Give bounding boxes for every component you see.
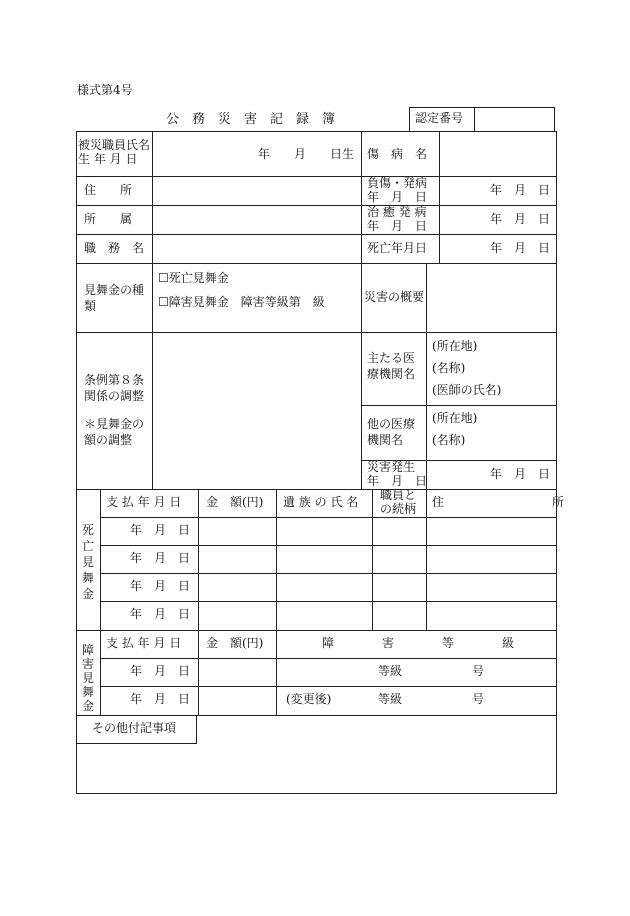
- main-medical-doctor: (医師の氏名): [432, 383, 502, 397]
- adjustment-field[interactable]: [153, 333, 360, 489]
- main-medical-name: (名称): [432, 361, 466, 375]
- death-row-date: 年 月 日: [130, 579, 191, 593]
- disaster-date-value: 年 月 日: [490, 467, 551, 481]
- disability-row-prefix: (変更後): [286, 692, 332, 706]
- adjustment-label-3: ＊見舞金の: [84, 417, 145, 431]
- birth-date-label: 生 年 月 日: [78, 152, 138, 166]
- onset-date-label: 負傷・発病: [367, 176, 428, 190]
- disability-row-date: 年 月 日: [130, 664, 191, 678]
- disability-amount-header: 金 額(円): [206, 636, 264, 650]
- death-row-date: 年 月 日: [130, 607, 191, 621]
- disaster-date-label: 災害発生: [367, 460, 416, 474]
- disability-row-grade: 等級: [378, 664, 403, 678]
- benefit-type-label-2: 類: [84, 299, 97, 313]
- department-field[interactable]: [153, 206, 360, 234]
- death-row-date: 年 月 日: [130, 551, 191, 565]
- other-medical-name: (名称): [432, 433, 466, 447]
- other-notes-field[interactable]: [77, 744, 556, 793]
- victim-name-label: 被災職員氏名: [78, 138, 151, 152]
- death-amount-header: 金 額(円): [206, 495, 264, 509]
- disability-pay-date-header: 支 払 年 月 日: [106, 636, 182, 650]
- other-medical-label: 他の医療: [367, 417, 416, 431]
- disability-row-date: 年 月 日: [130, 692, 191, 706]
- disability-benefit-section-label: 障害見舞金: [81, 643, 94, 713]
- job-title-label: 職 務 名: [84, 241, 145, 255]
- disaster-summary-field[interactable]: [427, 264, 556, 332]
- cure-date-value: 年 月 日: [490, 212, 551, 226]
- benefit-type-label: 見舞金の種: [84, 283, 145, 297]
- address-label: 住 所: [84, 183, 133, 197]
- other-notes-label: その他付記事項: [92, 721, 177, 735]
- relation-header: 職員と: [380, 488, 417, 502]
- death-benefit-section-label: 死亡見舞金: [81, 523, 94, 601]
- disaster-summary-label: 災害の概要: [364, 290, 425, 304]
- death-row-date: 年 月 日: [130, 523, 191, 537]
- disability-grade-header: 障 害 等 級: [322, 636, 515, 650]
- injury-name-label: 傷 病 名: [367, 147, 428, 161]
- onset-date-value: 年 月 日: [490, 183, 551, 197]
- disability-row-grade: 等級: [378, 692, 403, 706]
- disability-row-number: 号: [472, 692, 485, 706]
- form-number: 様式第4号: [77, 83, 133, 97]
- department-label: 所 属: [84, 212, 133, 226]
- address-field[interactable]: [153, 177, 360, 205]
- job-title-field[interactable]: [153, 235, 360, 263]
- other-medical-location: (所在地): [432, 411, 478, 425]
- main-medical-label: 主たる医: [367, 351, 416, 365]
- other-medical-label-2: 機関名: [367, 433, 404, 447]
- death-benefit-checkbox[interactable]: ☐死亡見舞金: [158, 271, 229, 285]
- main-medical-label-2: 療機関名: [367, 367, 416, 381]
- disaster-date-label-2: 年 月 日: [367, 474, 428, 488]
- main-medical-location: (所在地): [432, 339, 478, 353]
- cure-date-label-2: 年 月 日: [367, 219, 428, 233]
- adjustment-label: 条例第８条: [84, 373, 145, 387]
- page-title: 公 務 災 害 記 録 簿: [166, 112, 336, 127]
- birth-date-value: 年 月 日生: [258, 147, 355, 161]
- death-address-header: 住 所: [432, 495, 565, 509]
- injury-name-field[interactable]: [440, 132, 556, 176]
- disability-benefit-checkbox[interactable]: ☐障害見舞金 障害等級第 級: [158, 295, 325, 309]
- cert-number-field[interactable]: [476, 108, 554, 130]
- adjustment-label-2: 関係の調整: [84, 389, 145, 403]
- death-date-value: 年 月 日: [490, 241, 551, 255]
- adjustment-label-4: 額の調整: [84, 433, 133, 447]
- onset-date-label-2: 年 月 日: [367, 190, 428, 204]
- family-name-header: 遺 族 の 氏 名: [283, 495, 359, 509]
- cert-number-label: 認定番号: [415, 111, 464, 125]
- death-date-label: 死亡年月日: [367, 241, 428, 255]
- death-pay-date-header: 支 払 年 月 日: [106, 495, 182, 509]
- cure-date-label: 治 癒 発 病: [367, 205, 427, 219]
- disability-row-number: 号: [472, 664, 485, 678]
- relation-header-2: の続柄: [380, 502, 417, 516]
